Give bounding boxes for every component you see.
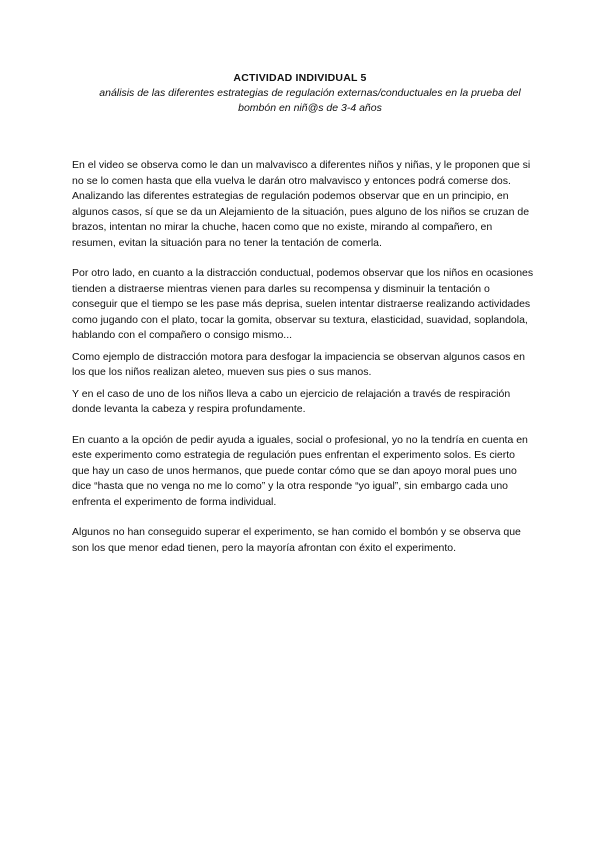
- document-title: ACTIVIDAD INDIVIDUAL 5: [233, 72, 367, 84]
- paragraph-intro: En el video se observa como le dan un malvavisco a diferentes niños y niñas, y le proponen que si no se lo comen hasta que ella vuelva le darán otro malvavisco y entonces podrá comerse dos.: [72, 159, 531, 187]
- paragraph-alejamiento: Analizando las diferentes estrategias de regulación podemos observar que en un principio, en algunos casos, sí que se da un Alejamiento de la situación, pues alguno de los niños se cruzan de brazos, intentan no mirar la chuche, hacen como que no existe, mirando al compañero, en resumen, evitan la situación para no tener la tentación de comerla.: [72, 190, 530, 249]
- paragraph-relajacion: Y en el caso de uno de los niños lleva a cabo un ejercicio de relajación a través de respiración donde levanta la cabeza y respira profundamente.: [72, 387, 511, 415]
- document-body: [72, 158, 534, 556]
- paragraph-conclusion: Algunos no han conseguido superar el experimento, se han comido el bombón y se observa que son los que menor edad tienen, pero la mayoría afrontan con éxito el experimento.: [72, 526, 521, 554]
- paragraph-distraccion-motora: Como ejemplo de distracción motora para desfogar la impaciencia se observan algunos casos en los que los niños realizan aleteo, mueven sus pies o sus manos.: [72, 350, 525, 378]
- paragraph-distraccion-conductual: Por otro lado, en cuanto a la distracción conductual, podemos observar que los niños en ocasiones tienden a distraerse mientras vienen para darles su recompensa y disminuir la tentación o conseguir que el tiempo se les pase más deprisa, suelen intentar distraerse realizando actividades como jugando con el plato, tocar la gomita, observar su textura, elasticidad, suavidad, soplandola, hablando con el compañero o consigo mismo...: [72, 267, 534, 341]
- document-subtitle: análisis de las diferentes estrategias de regulación externas/conductuales en la prueba del bombón en niñ@s de 3-4 años: [99, 87, 521, 114]
- paragraph-ayuda-iguales: En cuanto a la opción de pedir ayuda a iguales, social o profesional, yo no la tendría en cuenta en este experimento como estrategia de regulación pues enfrentan el experimento solos. Es cierto que hay un caso de unos hermanos, que puede contar cómo que se dan apoyo moral pues uno dice “hasta que no venga no me lo como” y la otra responde “yo igual”, sin embargo cada uno enfrenta el experimento de forma individual.: [72, 433, 528, 508]
